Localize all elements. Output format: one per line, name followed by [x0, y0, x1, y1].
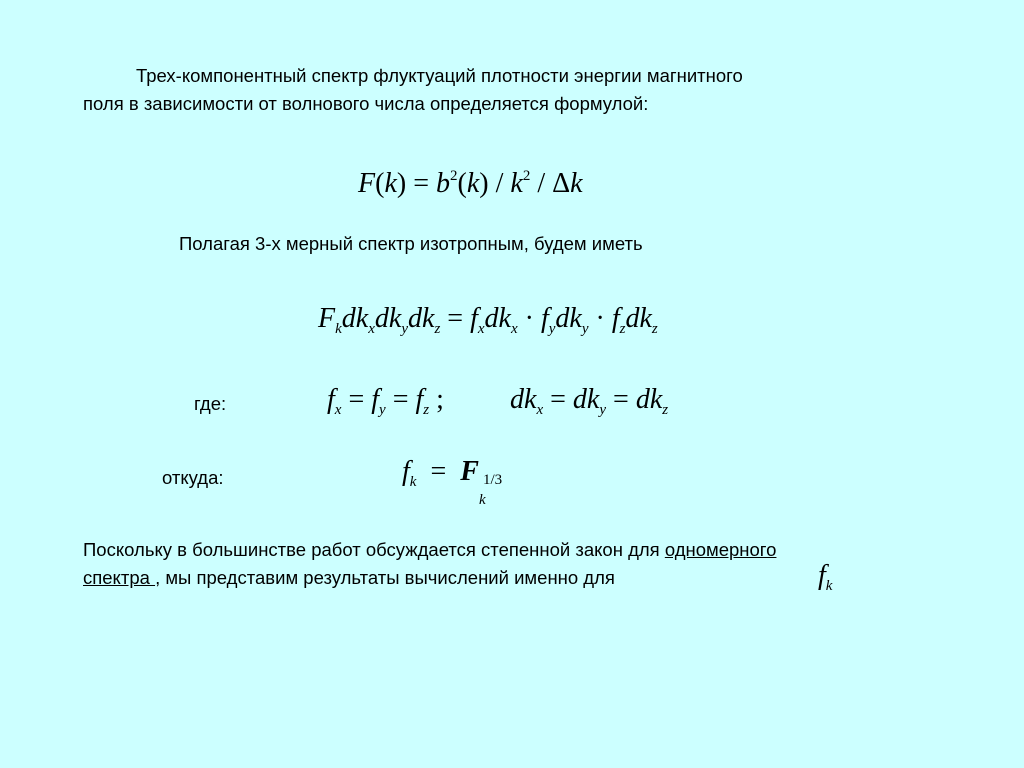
formula-3d-spectrum: $F_kdk_xdk_ydk_z = f_xdk_x \cdot f_ydk_y \cdot f_zdk_z$	[318, 303, 658, 337]
intro-line-2: поля в зависимости от волнового числа определяется формулой:	[83, 93, 649, 114]
formula-wavenumber-equality: $dk_x = dk_y = dk_z$	[510, 384, 669, 418]
formula-energy-spectrum: $F(k) = b^2(k) / k^2 / \Delta k$	[358, 168, 583, 199]
conclusion-line-2: спектра , мы представим результаты вычислений именно для	[83, 567, 615, 588]
where-label: где:	[194, 393, 227, 414]
link-one-dimensional[interactable]: одномерного	[664, 539, 777, 560]
isotropic-statement: Полагая 3-х мерный спектр изотропным, будем иметь	[179, 233, 643, 254]
formula-fk-inline: $f_k$	[818, 560, 833, 594]
formula-one-dimensional-spectrum: $f_k = F$ k 1/3	[402, 456, 503, 508]
formula-component-equality: $f_x = f_y = f_z$ ;	[327, 384, 444, 418]
whence-label: откуда:	[162, 467, 224, 488]
conclusion-line-1: Поскольку в большинстве работ обсуждается степенной закон для одномерного	[83, 539, 777, 560]
link-spectrum[interactable]: спектра	[83, 567, 156, 588]
intro-line-1: Трех-компонентный спектр флуктуаций плотности энергии магнитного	[136, 65, 743, 86]
